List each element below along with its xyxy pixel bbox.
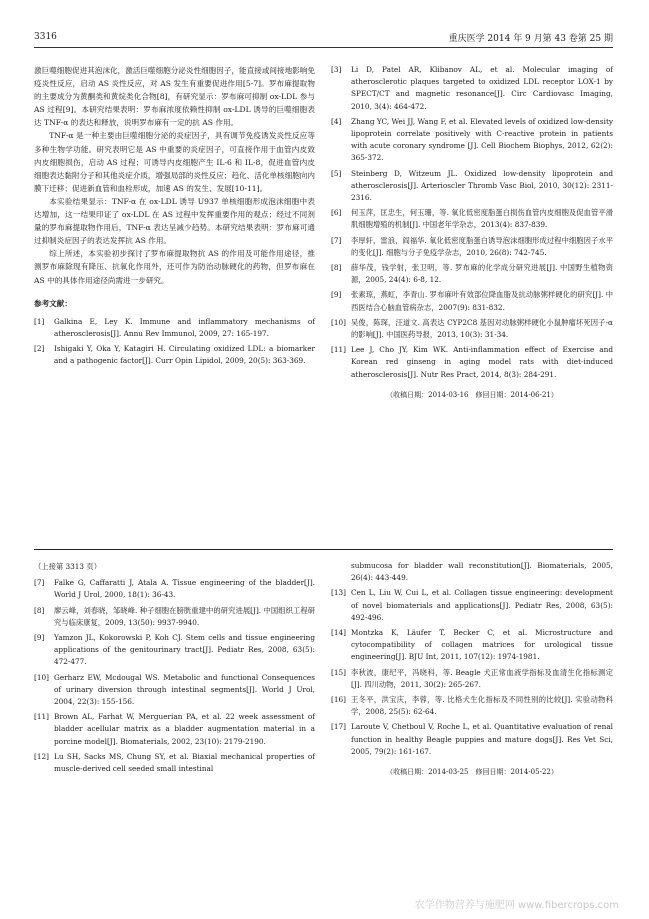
received-dates: （收稿日期：2014-03-25 修回日期：2014-05-22） <box>386 768 558 777</box>
reference-number: [10] <box>34 672 49 682</box>
reference-item <box>331 560 613 584</box>
reference-list <box>34 577 315 775</box>
reference-text: Zhang YC, Wei JJ, Wang F, et al. Elevated levels of oxidized low-density lipoprotein correlate positively with C-reactive protein in patients with acute coronary syndrome [J]. Cell Biochem Biophys, 2012, 62(2): 365-372. <box>351 116 613 163</box>
watermark: 农学作物营养与施肥网 www.fibercrops.com <box>414 900 619 911</box>
reference-text: 廖云峰，刘春晓，邹晓峰. 种子细胞在膀胱重建中的研究进展[J]. 中国组织工程研究与临床康复，2009, 13(50): 9937-9940. <box>54 605 315 627</box>
reference-number: [8] <box>34 605 45 615</box>
reference-text: Brown AL, Farhat W, Merguerian PA, et al. 22 week assessment of bladder acellular matrix as a bladder augmentation material in a porcine model[J]. Biomaterials, 2002, 23(10): 2179-2190. <box>54 712 315 746</box>
reference-number: [9] <box>34 632 45 642</box>
reference-number: [7] <box>34 578 45 588</box>
reference-number: [8] <box>331 263 342 273</box>
continued-note: （上接第 3313 页） <box>34 562 101 571</box>
reference-number: [13] <box>331 588 346 598</box>
reference-item <box>331 235 613 259</box>
reference-number: [5] <box>331 168 342 178</box>
reference-number: [6] <box>331 208 342 218</box>
reference-text: Cen L, Liu W, Cui L, et al. Collagen tissue engineering: development of novel biomaterials and applications[J]. Pediatr Res, 2008, 63(5): 492-496. <box>351 588 613 622</box>
reference-list <box>331 64 613 381</box>
reference-number: [3] <box>331 65 342 74</box>
reference-item <box>331 627 613 664</box>
reference-item <box>34 343 315 367</box>
reference-number: [11] <box>331 345 346 355</box>
paragraph: 激巨噬细胞促进其泡沫化，激活巨噬细胞分泌炎性细胞因子，能直接或间接地影响免疫炎性反应，启动 AS 炎性反应，对 AS 发生有重要促进作用[5-7]。罗布麻提取物的主要成分为黄酮类和黄烷类化合物[8]，有研究显示：罗布麻可抑制 ox-LDL 参与 AS 过程[9]。本研究结果表明：罗布麻浓度依赖性抑制 ox-LDL 诱导的巨噬细胞表达 TNF-α 的表达和释放，说明罗布麻有一定的抗 AS 作用。 <box>34 66 315 128</box>
reference-text: 王冬平，洪宝庆，李蓉，等. 比格犬生化指标及不同性别的比较[J]. 实验动物科学，2008, 25(5): 62-64. <box>351 695 613 717</box>
reference-number: [1] <box>34 316 45 326</box>
reference-text: 吴俊，陈琛，汪道文. 高表达 CYP2C8 基因对动脉粥样硬化小鼠肿瘤坏死因子-α 的影响[J]. 中国医药导报，2013, 10(3): 31-34. <box>351 317 613 340</box>
reference-item <box>331 116 613 165</box>
reference-item <box>34 632 315 669</box>
section-divider <box>34 549 613 550</box>
reference-text: 薛华茂，钱学射，张卫明，等. 罗布麻的化学成分研究进展[J]. 中国野生植物资源，2005, 24(4): 6-8, 12. <box>351 263 613 285</box>
reference-text: Steinberg D, Witzeum JL. Oxidized low-density lipoprotein and atherosclerosis[J]. Arterioscler Thromb Vasc Biol, 2010, 30(12): 2311-2316. <box>351 168 613 203</box>
header-rule <box>34 47 613 48</box>
reference-text: Lu SH, Sacks MS, Chung SY, et al. Biaxial mechanical properties of muscle-derived cell seeded small intestinal <box>54 751 315 773</box>
reference-number: [11] <box>34 712 49 722</box>
reference-text: 李厚轩，雷浪，阎福华. 氧化低密度脂蛋白诱导泡沫细胞形成过程中细胞因子水平的变化[J]. 细胞与分子免疫学杂志，2010, 26(8): 742-745. <box>351 235 613 257</box>
reference-text: 李秋波，康纪平，冯晓科，等. Beagle 犬正常血液学指标及血清生化指标测定[J]. 四川动物，2011, 30(2): 265-267. <box>351 667 613 689</box>
reference-text: Ishigaki Y, Oka Y, Katagiri H. Circulating oxidized LDL: a biomarker and a pathogenic factor[J]. Curr Opin Lipidol, 2009, 20(5): 363-369. <box>54 344 315 366</box>
bottom-right-column <box>331 560 613 779</box>
reference-item <box>331 344 613 381</box>
reference-number: [12] <box>34 751 49 761</box>
journal-title: 重庆医学 2014 年 9 月第 43 卷第 25 期 <box>448 33 613 44</box>
reference-item <box>34 751 315 775</box>
paragraph: TNF-α 是一种主要由巨噬细胞分泌的炎症因子，具有调节免疫诱发炎性反应等多种生物学功能。研究表明它是 AS 中重要的炎症因子，可直接作用于血管内皮致内皮细胞损伤，启动 AS 过程；可诱导内皮细胞产生 IL-6 和 IL-8，促进血管内皮细胞表达黏附分子和其他炎症介质，增强局部的炎性反应；趋化、活化单核细胞向内膜下迁移；促进新血管和血栓形成，加速 AS 的发生、发展[10-11]。 <box>34 131 315 193</box>
reference-item <box>34 711 315 748</box>
reference-item <box>331 64 613 113</box>
reference-text: Yamzon JL, Kokorowski P, Koh CJ. Stem cells and tissue engineering applications of the genitourinary tract[J]. Pediatr Res, 2008, 63(5): 472-477. <box>54 632 315 667</box>
reference-item <box>331 262 613 286</box>
reference-number: [17] <box>331 722 346 732</box>
reference-number: [7] <box>331 235 342 245</box>
reference-item <box>34 577 315 601</box>
reference-item <box>331 168 613 205</box>
right-column <box>331 64 613 402</box>
reference-text: 张素琼，燕虹，李青山. 罗布麻叶有效部位降血脂及抗动脉粥样硬化的研究[J]. 中西医结合心脑血管病杂志，2007(9): 831-832. <box>351 290 613 312</box>
reference-item <box>331 587 613 624</box>
reference-text: Galkina E, Ley K. Immune and inflammatory mechanisms of atherosclerosis[J]. Annu Rev Immunol, 2009, 27: 165-197. <box>54 316 315 338</box>
reference-item <box>331 317 613 341</box>
reference-number: [14] <box>331 628 346 638</box>
reference-item <box>331 721 613 758</box>
reference-item <box>331 667 613 691</box>
reference-text: Montzka K, Läufer T, Becker C, et al. Microstructure and cytocompatibility of collagen matrices for urological tissue engineering[J]. BJU Int, 2011, 107(12): 1974-1981. <box>351 628 613 662</box>
page-header <box>34 30 613 44</box>
reference-item <box>34 316 315 340</box>
reference-item <box>331 207 613 231</box>
reference-number: [9] <box>331 290 342 300</box>
reference-text: Li D, Patel AR, Klibanov AL, et al. Molecular imaging of atherosclerotic plaques targeted to oxidized LDL receptor LOX-1 by SPECT/CT and magnetic resonance[J]. Circ Cardiovasc Imaging, 2010, 3(4): 464-472. <box>351 65 613 111</box>
bottom-left-column <box>34 560 315 778</box>
reference-list <box>34 316 315 368</box>
reference-text: Laroute V, Chetboul V, Roche L, et al. Quantitative evaluation of renal function in healthy Beagle puppies and mature dogs[J]. Res Vet Sci, 2005, 79(2): 161-167. <box>351 722 613 756</box>
reference-item <box>34 672 315 709</box>
received-dates: （收稿日期：2014-03-16 修回日期：2014-06-21） <box>386 390 558 399</box>
paragraph: 综上所述，本实验初步探讨了罗布麻提取物抗 AS 的作用及可能作用途径，推测罗布麻除现有降压、抗氧化作用外，还可作为防治动脉硬化的药物，但罗布麻在 AS 中的具体作用途径尚需进一步研究。 <box>34 249 315 285</box>
left-column <box>34 64 315 371</box>
reference-number: [15] <box>331 667 346 677</box>
reference-text: Falke G, Caffaratti J, Atala A. Tissue engineering of the bladder[J]. World J Urol, 2000, 18(1): 36-43. <box>54 578 315 600</box>
reference-item <box>331 694 613 718</box>
references-title: 参考文献： <box>34 298 72 308</box>
page-number: 3316 <box>34 32 57 42</box>
reference-text: Lee J, Cho JY, Kim WK. Anti-inflammation effect of Exercise and Korean red ginseng in aging model rats with diet-induced atherosclerosis[J]. Nutr Res Pract, 2014, 8(3): 284-291. <box>351 345 613 379</box>
reference-item <box>331 289 613 313</box>
reference-item <box>34 605 315 629</box>
reference-number: [2] <box>34 344 45 354</box>
reference-text: 何玉萍，匡忠生，何玉珊，等. 氧化低密度脂蛋白损伤血管内皮细胞及促血管平滑肌细胞增殖的机制[J]. 中国老年学杂志，2013(4): 837-839. <box>351 208 613 230</box>
reference-number: [4] <box>331 116 342 126</box>
paragraph: 本实验结果显示：TNF-α 在 ox-LDL 诱导 U937 单核细胞形成泡沫细胞中表达增加，这一结果印证了 ox-LDL 在 AS 过程中发挥重要作用的观点；经过不同剂量的罗布麻提取物作用后，TNF-α 表达呈减少趋势。本研究结果表明：罗布麻可通过抑制炎症因子的表达发挥抗 AS 作用。 <box>34 196 315 246</box>
reference-list <box>331 587 613 758</box>
reference-text: submucosa for bladder wall reconstitution[J]. Biomaterials, 2005, 26(4): 443-449. <box>351 561 613 583</box>
reference-text: Gerharz EW, Mcdougal WS. Metabolic and functional Consequences of urinary diversion through intestinal segments[J]. World J Urol, 2004, 22(3): 155-156. <box>54 672 315 706</box>
reference-number: [10] <box>331 317 346 327</box>
reference-number: [16] <box>331 695 346 705</box>
